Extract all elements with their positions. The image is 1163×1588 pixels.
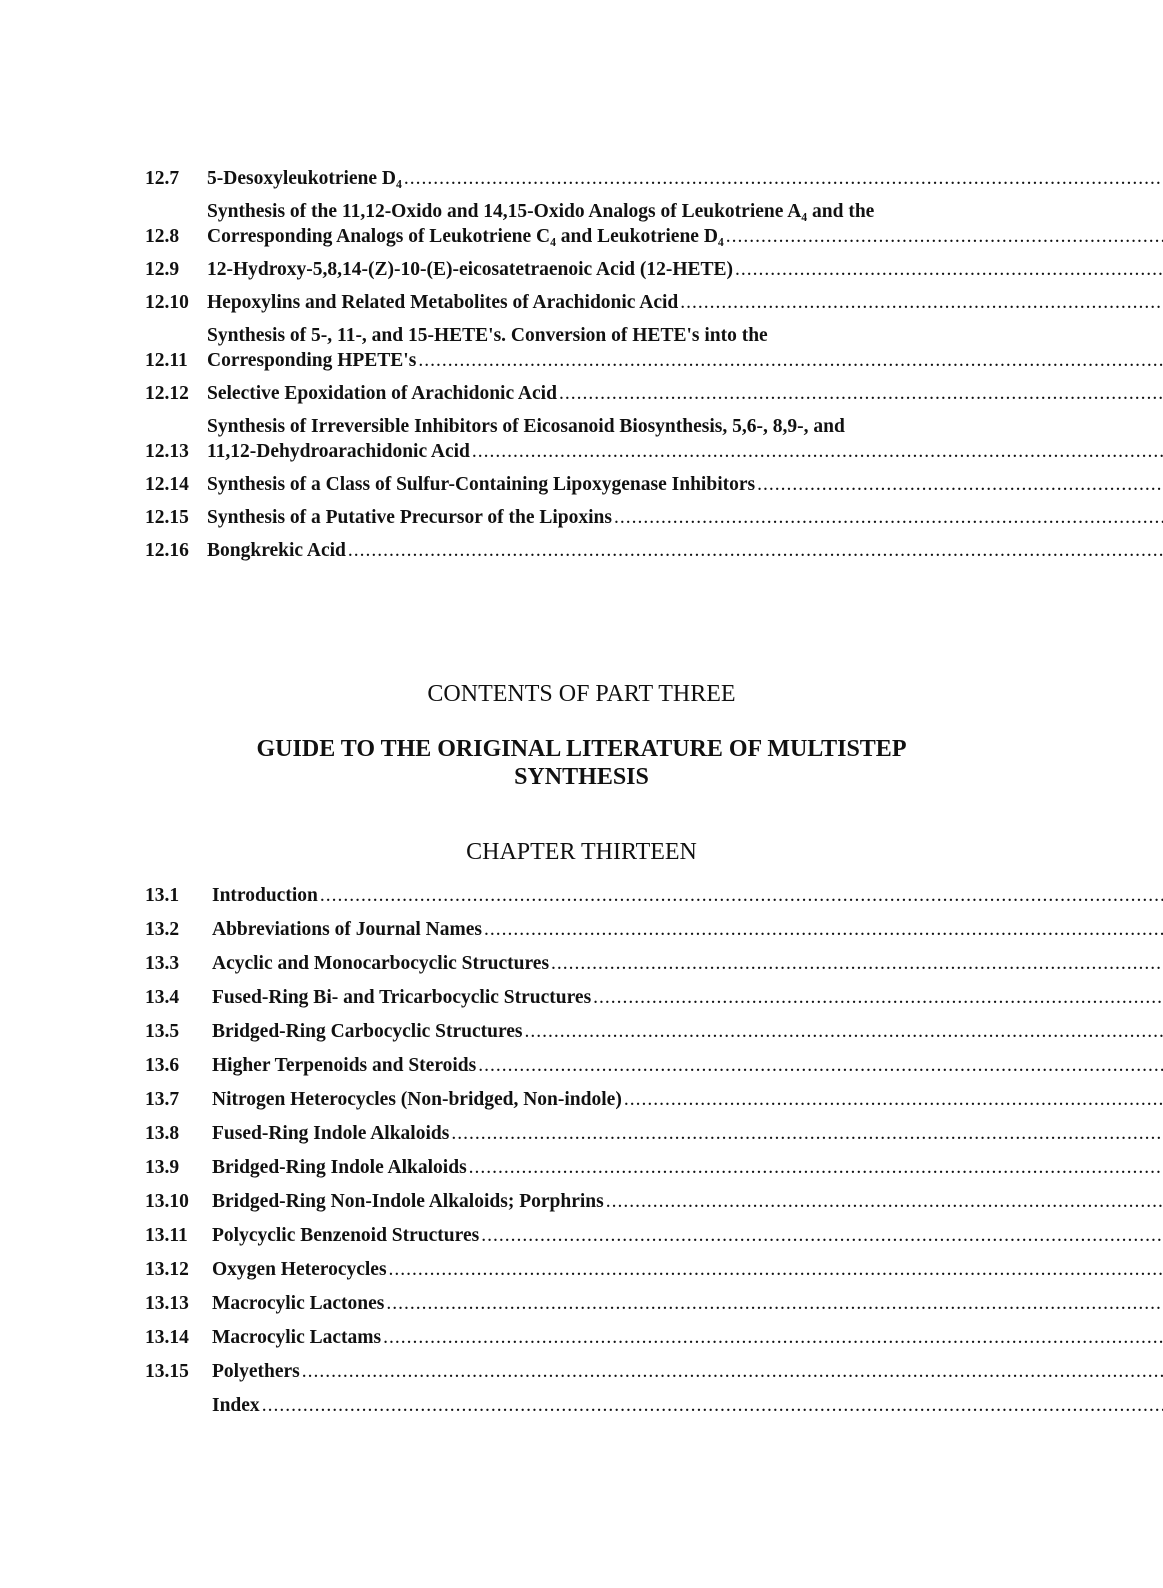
toc-entry (145, 1019, 1032, 1044)
entry-title-line: 5-Desoxyleukotriene D₄ (207, 168, 402, 189)
entry-last-line (212, 1291, 1163, 1316)
entry-body (207, 257, 1163, 282)
entry-body (212, 1087, 1163, 1112)
entry-title-line: Synthesis of a Putative Precursor of the Lipoxins (207, 507, 612, 528)
entry-body (207, 323, 1163, 373)
entry-body (212, 1053, 1163, 1078)
entry-last-line (212, 1019, 1163, 1044)
entry-body (207, 505, 1163, 530)
dot-leader (262, 1393, 1163, 1418)
entry-title: Index (212, 1395, 260, 1416)
entry-body (212, 1155, 1163, 1180)
dot-leader (383, 1325, 1163, 1350)
entry-number: 13.1 (145, 885, 180, 906)
entry-number: 12.11 (145, 350, 188, 371)
toc-entry (145, 1291, 1032, 1316)
entry-body (212, 917, 1163, 942)
entry-title: Acyclic and Monocarbocyclic Structures (212, 953, 550, 974)
toc-entry (145, 1223, 1032, 1248)
entry-number: 12.16 (145, 540, 189, 561)
chapter-title: CHAPTER THIRTEEN (466, 839, 697, 865)
entry-title: Bridged-Ring Carbocyclic Structures (212, 1021, 523, 1042)
entry-title: Polycyclic Benzenoid Structures (212, 1225, 480, 1246)
entry-last-line (212, 1121, 1163, 1146)
entry-title: Abbreviations of Journal Names (212, 919, 482, 940)
entry-last-line (207, 257, 1163, 282)
entry-last-line (212, 985, 1163, 1010)
dot-leader (680, 290, 1163, 315)
entry-body (207, 290, 1163, 315)
entry-body (212, 985, 1163, 1010)
entry-title-line: Synthesis of 5-, 11-, and 15-HETE's. Conversion of HETE's into the (207, 325, 768, 346)
entry-last-line (207, 472, 1163, 497)
part-three-title: CONTENTS OF PART THREE (427, 681, 736, 707)
entry-body (207, 199, 1163, 249)
toc-entry (145, 166, 1032, 191)
dot-leader (484, 917, 1163, 942)
entry-title: Bridged-Ring Non-Indole Alkaloids; Porphrins (212, 1191, 604, 1212)
dot-leader (559, 381, 1163, 406)
entry-number: 13.11 (145, 1225, 188, 1246)
dot-leader (726, 224, 1163, 249)
entry-last-line (207, 439, 1163, 464)
entry-body (207, 166, 1163, 191)
dot-leader (302, 1359, 1163, 1384)
entry-number: 13.14 (145, 1327, 189, 1348)
dot-leader (551, 951, 1163, 976)
entry-title: Bridged-Ring Indole Alkaloids (212, 1157, 467, 1178)
entry-body (212, 1325, 1163, 1350)
entry-last-line (212, 883, 1163, 908)
dot-leader (472, 439, 1163, 464)
entry-number: 13.7 (145, 1089, 180, 1110)
entry-last-line (212, 1257, 1163, 1282)
entry-number: 12.13 (145, 441, 189, 462)
entry-number: 13.3 (145, 953, 180, 974)
entry-title-line: Bongkrekic Acid (207, 540, 346, 561)
entry-last-line (212, 1053, 1163, 1078)
entry-number: 13.2 (145, 919, 180, 940)
toc-entry (145, 472, 1032, 497)
toc-entry (145, 1053, 1032, 1078)
entry-title-line: Synthesis of the 11,12-Oxido and 14,15-Oxido Analogs of Leukotriene A₄ and the (207, 201, 875, 222)
dot-leader (451, 1121, 1163, 1146)
entry-number: 12.14 (145, 474, 189, 495)
entry-body (212, 1189, 1163, 1214)
dot-leader (624, 1087, 1163, 1112)
dot-leader (418, 348, 1163, 373)
toc-entry (145, 985, 1032, 1010)
toc-entry (145, 1121, 1032, 1146)
toc-entry (145, 505, 1032, 530)
entry-body (212, 1359, 1163, 1384)
entry-last-line (207, 538, 1163, 563)
guide-title-line-2: SYNTHESIS (514, 764, 649, 790)
entry-title: Nitrogen Heterocycles (Non-bridged, Non-indole) (212, 1089, 622, 1110)
entry-last-line (212, 1189, 1163, 1214)
toc-entry (145, 538, 1032, 563)
toc-entry (145, 257, 1032, 282)
entry-title: Fused-Ring Indole Alkaloids (212, 1123, 450, 1144)
entry-body (207, 472, 1163, 497)
entry-title: Higher Terpenoids and Steroids (212, 1055, 477, 1076)
entry-last-line (212, 1325, 1163, 1350)
entry-title: Fused-Ring Bi- and Tricarbocyclic Structures (212, 987, 592, 1008)
entry-number: 12.15 (145, 507, 189, 528)
dot-leader (614, 505, 1163, 530)
entry-title-line: 11,12-Dehydroarachidonic Acid (207, 441, 470, 462)
dot-leader (593, 985, 1163, 1010)
entry-number: 13.5 (145, 1021, 180, 1042)
entry-last-line (212, 917, 1163, 942)
toc-entry (145, 1325, 1032, 1350)
toc-entry (145, 1189, 1032, 1214)
entry-body (207, 538, 1163, 563)
toc-entry (145, 414, 1032, 464)
dot-leader (320, 883, 1163, 908)
chapter-thirteen-contents (145, 883, 1032, 1427)
toc-entry (145, 381, 1032, 406)
entry-number: 13.10 (145, 1191, 189, 1212)
guide-title-line-1: GUIDE TO THE ORIGINAL LITERATURE OF MULTISTEP (256, 736, 907, 762)
entry-title: Macrocylic Lactones (212, 1293, 385, 1314)
toc-entry (145, 323, 1032, 373)
entry-number: 12.9 (145, 259, 180, 280)
entry-last-line (207, 166, 1163, 191)
entry-number: 12.8 (145, 226, 180, 247)
toc-entry (145, 290, 1032, 315)
entry-number: 13.12 (145, 1259, 189, 1280)
toc-entry (145, 1257, 1032, 1282)
entry-body (212, 1121, 1163, 1146)
entry-number: 13.4 (145, 987, 180, 1008)
dot-leader (386, 1291, 1163, 1316)
entry-last-line (207, 290, 1163, 315)
entry-number: 12.10 (145, 292, 189, 313)
entry-title-line: Selective Epoxidation of Arachidonic Acid (207, 383, 557, 404)
entry-last-line (212, 951, 1163, 976)
entry-title: Introduction (212, 885, 318, 906)
entry-number: 13.6 (145, 1055, 180, 1076)
entry-number: 13.8 (145, 1123, 180, 1144)
dot-leader (389, 1257, 1163, 1282)
entry-title: Macrocylic Lactams (212, 1327, 382, 1348)
entry-title-line: Synthesis of Irreversible Inhibitors of Eicosanoid Biosynthesis, 5,6-, 8,9-, and (207, 416, 845, 437)
entry-last-line (207, 381, 1163, 406)
dot-leader (478, 1053, 1163, 1078)
entry-body (207, 381, 1163, 406)
dot-leader (481, 1223, 1163, 1248)
entry-title-line: Corresponding Analogs of Leukotriene C₄ and Leukotriene D₄ (207, 226, 724, 247)
entry-body (212, 1019, 1163, 1044)
entry-title-line: Corresponding HPETE's (207, 350, 417, 371)
entry-body (212, 1393, 1163, 1418)
toc-entry (145, 1087, 1032, 1112)
entry-body (212, 883, 1163, 908)
entry-title-line: Hepoxylins and Related Metabolites of Arachidonic Acid (207, 292, 679, 313)
entry-title: Polyethers (212, 1361, 300, 1382)
entry-last-line (212, 1087, 1163, 1112)
dot-leader (606, 1189, 1163, 1214)
dot-leader (348, 538, 1163, 563)
entry-last-line (212, 1359, 1163, 1384)
entry-number: 13.13 (145, 1293, 189, 1314)
entry-last-line (212, 1393, 1163, 1418)
entry-last-line (212, 1155, 1163, 1180)
part-two-contents (145, 166, 1032, 571)
entry-body (212, 1257, 1163, 1282)
entry-body (212, 1223, 1163, 1248)
entry-title-line: Synthesis of a Class of Sulfur-Containing Lipoxygenase Inhibitors (207, 474, 756, 495)
toc-entry (145, 1393, 1032, 1418)
entry-title: Oxygen Heterocycles (212, 1259, 387, 1280)
dot-leader (525, 1019, 1163, 1044)
entry-number: 12.12 (145, 383, 189, 404)
toc-entry (145, 917, 1032, 942)
entry-last-line (212, 1223, 1163, 1248)
entry-title-line: 12-Hydroxy-5,8,14-(Z)-10-(E)-eicosatetraenoic Acid (12-HETE) (207, 259, 734, 280)
toc-entry (145, 951, 1032, 976)
dot-leader (404, 166, 1163, 191)
entry-body (212, 1291, 1163, 1316)
toc-entry (145, 1359, 1032, 1384)
dot-leader (735, 257, 1163, 282)
entry-last-line (207, 224, 1163, 249)
dot-leader (469, 1155, 1163, 1180)
entry-last-line (207, 348, 1163, 373)
toc-entry (145, 883, 1032, 908)
entry-number: 13.9 (145, 1157, 180, 1178)
guide-title (0, 735, 1163, 791)
toc-entry (145, 199, 1032, 249)
entry-number: 13.15 (145, 1361, 189, 1382)
toc-entry (145, 1155, 1032, 1180)
entry-last-line (207, 505, 1163, 530)
entry-body (212, 951, 1163, 976)
entry-number: 12.7 (145, 168, 180, 189)
dot-leader (757, 472, 1163, 497)
entry-body (207, 414, 1163, 464)
